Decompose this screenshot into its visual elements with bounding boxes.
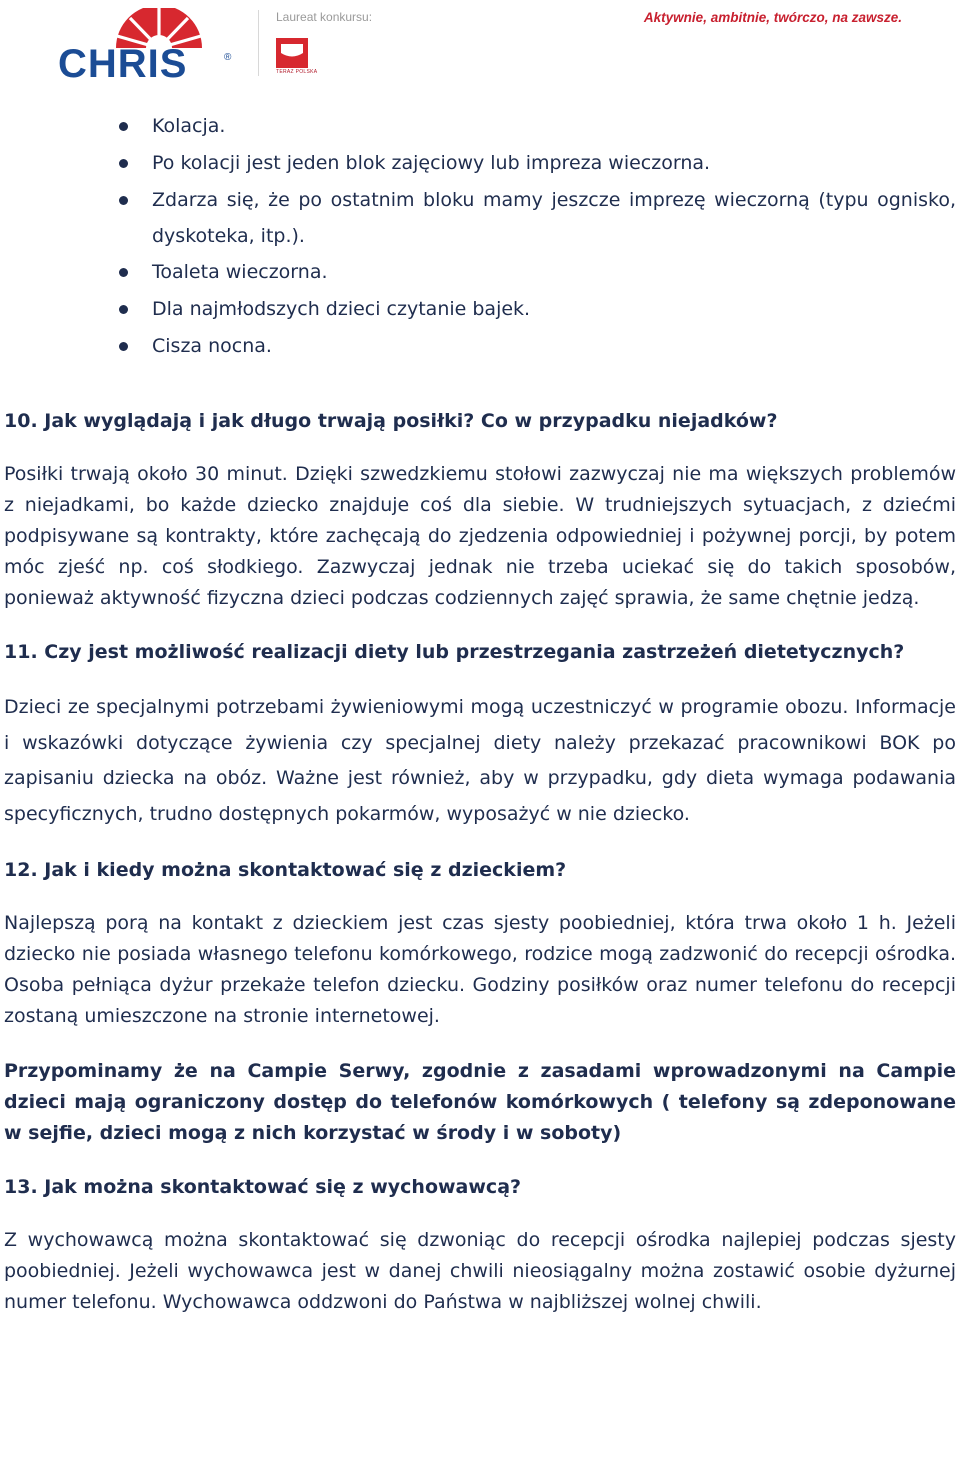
document-body [4, 108, 956, 1318]
laureate-label: Laureat konkursu: [276, 10, 373, 24]
list-item: Toaleta wieczorna. [4, 254, 956, 291]
question-heading-12: 12. Jak i kiedy można skontaktować się z dzieckiem? [4, 859, 567, 881]
answer-paragraph-13: Z wychowawcą można skontaktować się dzwoniąc do recepcji ośrodka najlepiej podczas sjesty poobiedniej. Jeżeli wychowawca jest w danej chwili nieosiągalny można zostawić osobie dyżurnej numer telefonu. Wychowawca oddzwoni do Państwa w najbliższej wolnej chwili. [4, 1229, 956, 1313]
slogan-prefix: Aktywnie, ambitnie, twórczo, [643, 10, 833, 25]
schedule-list [4, 108, 956, 365]
registered-mark: ® [224, 52, 232, 63]
list-item: Kolacja. [4, 108, 956, 145]
chris-logo [58, 8, 234, 86]
answer-paragraph-11: Dzieci ze specjalnymi potrzebami żywieniowymi mogą uczestniczyć w programie obozu. Informacje i wskazówki dotyczące żywienia czy specjalnej diety należy przekazać pracownikowi BOK po zapisaniu dziecka na obóz. Ważne jest również, aby w przypadku, gdy dieta wymaga podawania specyficznych, trudno dostępnych pokarmów, wyposażyć w nie dziecko. [4, 696, 956, 825]
question-heading-11: 11. Czy jest możliwość realizacji diety lub przestrzegania zastrzeżeń dietetycznych? [4, 641, 905, 663]
answer-paragraph-12: Najlepszą porą na kontakt z dzieckiem jest czas sjesty poobiedniej, która trwa około 1 h. Jeżeli dziecko nie posiada własnego telefonu komórkowego, rodzice mogą zadzwonić do recepcji ośrodka. Osoba pełniąca dyżur przekaże telefon dziecku. Godziny posiłków oraz numer telefonu do recepcji zostaną umieszczone na stronie internetowej. [4, 912, 956, 1027]
logo-wordmark: CHRIS [58, 42, 188, 86]
question-heading-10: 10. Jak wyglądają i jak długo trwają posiłki? Co w przypadku niejadków? [4, 410, 778, 432]
answer-paragraph-10: Posiłki trwają około 30 minut. Dzięki szwedzkiemu stołowi zazwyczaj nie ma większych problemów z niejadkami, bo każde dziecko znajduje coś dla siebie. W trudniejszych sytuacjach, z dziećmi podpisywane są kontrakty, które zachęcają do zjedzenia odpowiedniej i pożywnej porcji, by potem móc zjeść np. coś słodkiego. Zazwyczaj jednak nie trzeba uciekać się do takich sposobów, ponieważ aktywność fizyczna dzieci podczas codziennych zajęć sprawia, że same chętnie jedzą. [4, 463, 956, 609]
slogan-emphasis: na zawsze. [832, 10, 902, 25]
slogan [644, 10, 902, 25]
phone-notice: Przypominamy że na Campie Serwy, zgodnie z zasadami wprowadzonymi na Campie dzieci mają ograniczony dostęp do telefonów komórkowych ( telefony są zdeponowane w sejfie, dzieci mogą z nich korzystać w środy i w soboty) [4, 1060, 956, 1144]
teraz-polska-emblem-icon [276, 38, 308, 68]
list-item: Zdarza się, że po ostatnim bloku mamy jeszcze imprezę wieczorną (typu ognisko, dyskoteka, itp.). [4, 182, 956, 254]
list-item: Po kolacji jest jeden blok zajęciowy lub impreza wieczorna. [4, 145, 956, 182]
header-divider [258, 10, 259, 76]
page-header [0, 0, 960, 90]
question-heading-13: 13. Jak można skontaktować się z wychowawcą? [4, 1176, 522, 1198]
list-item: Dla najmłodszych dzieci czytanie bajek. [4, 291, 956, 328]
award-caption: TERAZ POLSKA [276, 69, 318, 75]
list-item: Cisza nocna. [4, 328, 956, 365]
